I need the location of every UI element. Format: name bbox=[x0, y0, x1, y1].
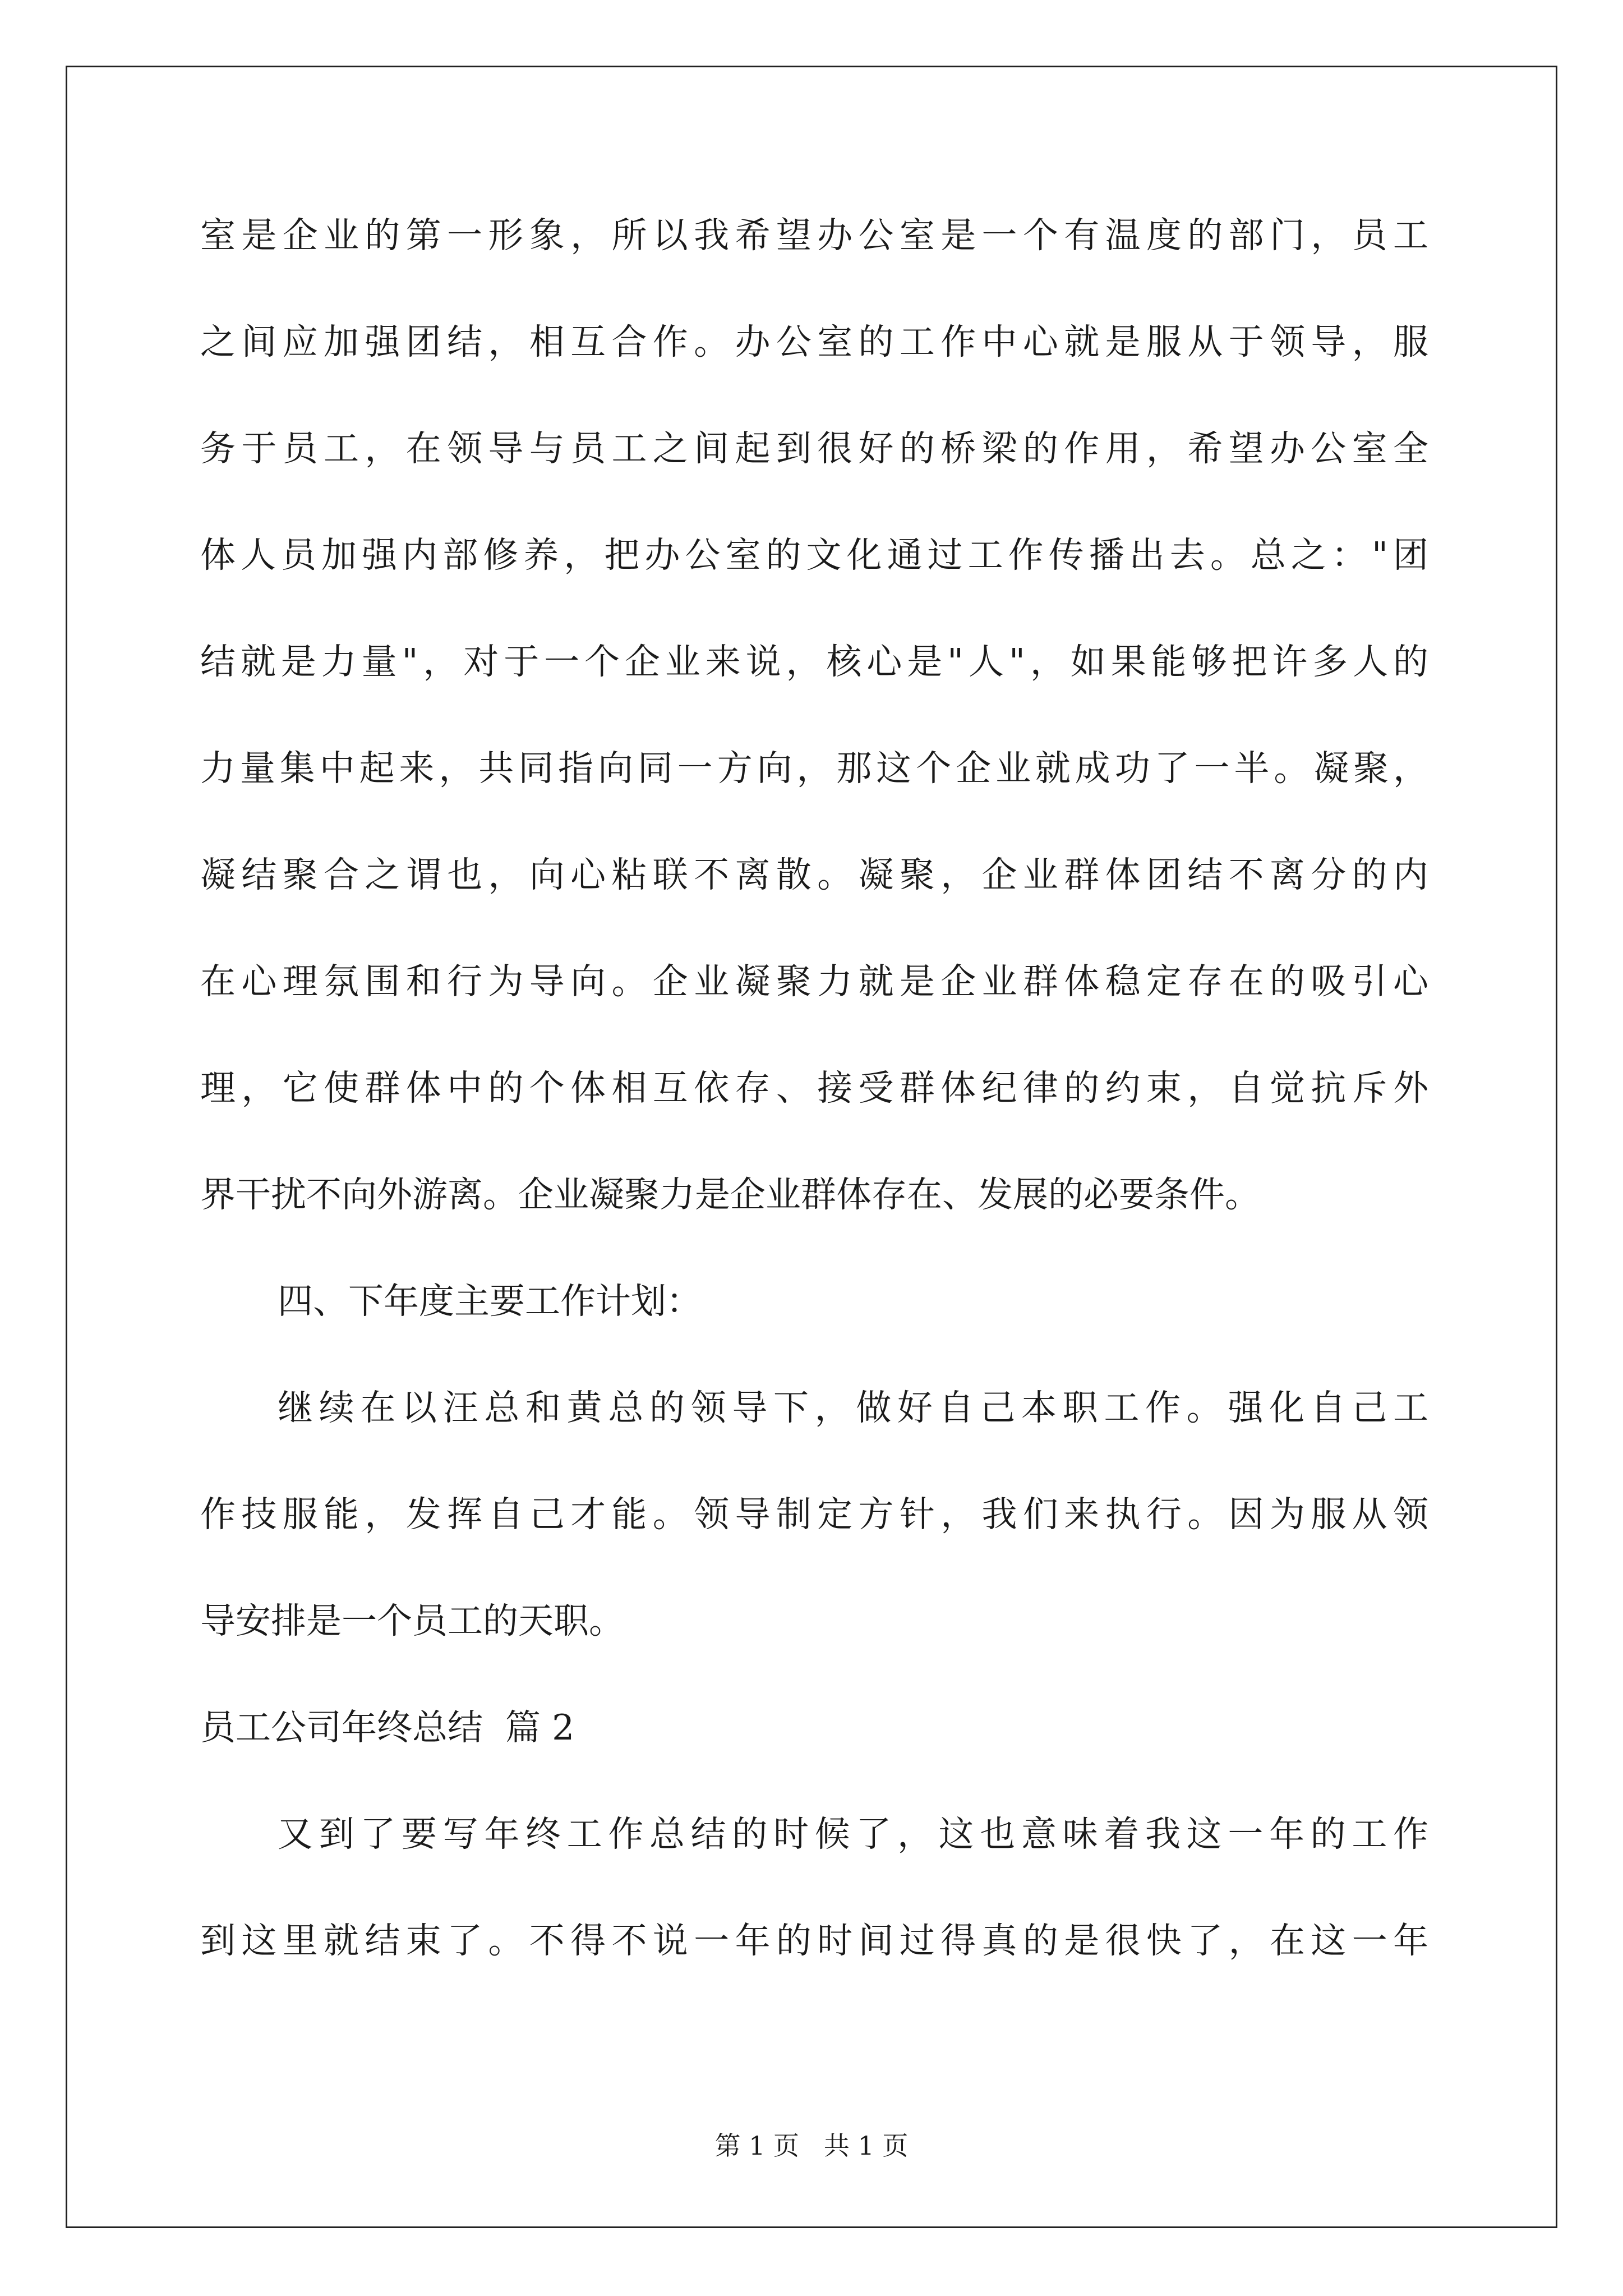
page-footer: 第 1 页 共 1 页 bbox=[714, 2131, 909, 2161]
text-line: 导安排是一个员工的天职。 bbox=[200, 1600, 624, 1641]
text-line: 体人员加强内部修养，把办公室的文化通过工作传播出去。总之："团 bbox=[200, 535, 1428, 576]
text-line: 又到了要写年终工作总结的时候了，这也意味着我这一年的工作 bbox=[278, 1814, 1428, 1855]
text-line: 理，它使群体中的个体相互依存、接受群体纪律的约束，自觉抗斥外 bbox=[200, 1068, 1428, 1108]
document-body bbox=[200, 208, 1428, 2019]
section-heading: 四、下年度主要工作计划： bbox=[278, 1281, 702, 1322]
text-line: 界干扰不向外游离。企业凝聚力是企业群体存在、发展的必要条件。 bbox=[200, 1174, 1260, 1215]
text-line: 室是企业的第一形象，所以我希望办公室是一个有温度的部门，员工 bbox=[200, 215, 1428, 256]
text-line: 到这里就结束了。不得不说一年的时间过得真的是很快了，在这一年 bbox=[200, 1920, 1428, 1961]
text-line: 在心理氛围和行为导向。企业凝聚力就是企业群体稳定存在的吸引心 bbox=[200, 961, 1428, 1002]
article-title: 员工公司年终总结 篇 2 bbox=[200, 1707, 575, 1748]
text-line: 继续在以汪总和黄总的领导下，做好自己本职工作。强化自己工 bbox=[278, 1387, 1428, 1428]
text-line: 力量集中起来，共同指向同一方向，那这个企业就成功了一半。凝聚， bbox=[200, 748, 1428, 789]
paragraph bbox=[200, 1806, 1428, 2019]
paragraph bbox=[200, 1380, 1428, 1700]
text-line: 之间应加强团结，相互合作。办公室的工作中心就是服从于领导，服 bbox=[200, 321, 1428, 362]
text-line: 结就是力量"，对于一个企业来说，核心是"人"，如果能够把许多人的 bbox=[200, 641, 1428, 682]
paragraph bbox=[200, 208, 1428, 1273]
text-line: 凝结聚合之谓也，向心粘联不离散。凝聚，企业群体团结不离分的内 bbox=[200, 854, 1428, 895]
text-line: 作技服能，发挥自己才能。领导制定方针，我们来执行。因为服从领 bbox=[200, 1494, 1428, 1535]
text-line: 务于员工，在领导与员工之间起到很好的桥梁的作用，希望办公室全 bbox=[200, 428, 1428, 469]
